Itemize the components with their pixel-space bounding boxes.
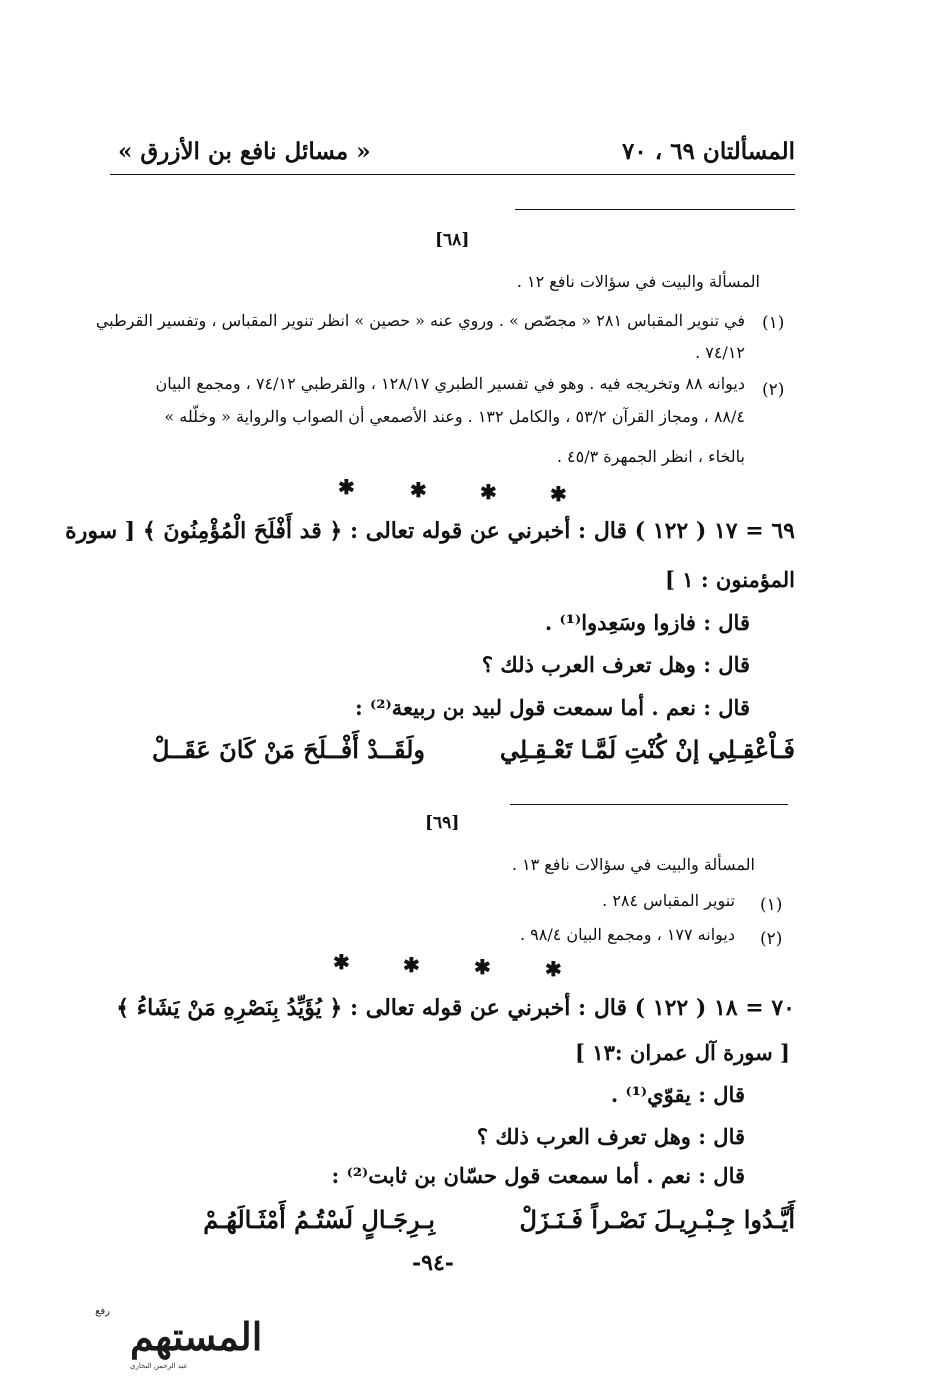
footnote-text: ديوانه ٨٨ وتخريجه فيه . وهو في تفسير الطبري ١٢٨/١٧ ، والقرطبي ٧٤/١٢ ، ومجمع البيان xyxy=(155,374,745,393)
header-left-title: « مسائل نافع بن الأزرق » xyxy=(118,138,371,165)
star-icon: ✱ xyxy=(480,480,497,504)
reply-70: قال : نعم . أما سمعت قول حسّان بن ثابت⁽²⁾ : xyxy=(331,1163,745,1188)
footnote-number: (٢) xyxy=(760,929,783,949)
poem-hemistich-right: ولَقَــدْ أَفْــلَحَ مَنْ كَانَ عَقَــلْ xyxy=(152,735,425,764)
page-number: -٩٤- xyxy=(412,1250,454,1276)
star-icon: ✱ xyxy=(545,957,562,981)
footnote-number: (١) xyxy=(760,895,783,915)
question-70-line1: ٧٠ = ١٨ ( ١٢٢ ) قال : أخبرني عن قوله تعالى : ﴿ يُؤَيِّدُ بِنَصْرِهِ مَنْ يَشَاءُ ﴾ xyxy=(116,995,795,1021)
svg-text:عبد الرحمن البخاري: عبد الرحمن البخاري xyxy=(130,1362,188,1370)
footnote-text: تنوير المقباس ٢٨٤ . xyxy=(602,891,735,910)
poem-hemistich-right: أَيَّـدُوا جِـبْـرِيـلَ نَصْـراً فَـنَـزَلْ xyxy=(519,1205,795,1234)
poem-hemistich-left: فَـاْعْقِـلِي إنْ كُنْتِ لَمَّـا تَعْـقِـلِي xyxy=(499,735,795,764)
footnote-text: ديوانه ١٧٧ ، ومجمع البيان ٩٨/٤ . xyxy=(519,925,735,944)
star-icon: ✱ xyxy=(333,950,350,974)
section-marker-68: [٦٨] xyxy=(435,230,470,250)
footnote-separator xyxy=(510,804,788,805)
star-icon: ✱ xyxy=(474,955,491,979)
question-69-line1: ٦٩ = ١٧ ( ١٢٢ ) قال : أخبرني عن قوله تعالى : ﴿ قد أَفْلَحَ الْمُؤْمِنُونَ ﴾ [ سورة xyxy=(65,518,795,544)
footnote-separator xyxy=(515,209,795,210)
publisher-logo xyxy=(10,1300,263,1375)
question-70-followup: قال : وهل تعرف العرب ذلك ؟ xyxy=(476,1124,745,1149)
section-marker-69: [٦٩] xyxy=(425,813,460,833)
answer-70: قال : يقوّي⁽¹⁾ . xyxy=(610,1082,745,1107)
footnote-number: (٢) xyxy=(762,380,785,400)
header-right-title: المسألتان ٦٩ ، ٧٠ xyxy=(622,138,795,165)
logo-graphic xyxy=(10,1300,263,1375)
svg-text:المستهم: المستهم xyxy=(130,1314,263,1359)
star-icon: ✱ xyxy=(410,478,427,502)
footnote-text: في تنوير المقباس ٢٨١ « مجصّص » . وروي عنه « حصين » انظر تنوير المقباس ، وتفسير القرطبي xyxy=(95,311,745,330)
star-icon: ✱ xyxy=(550,482,567,506)
star-icon: ✱ xyxy=(338,475,355,499)
footnote-number: (١) xyxy=(762,313,785,333)
question-70-line2: [ سورة آل عمران :١٣ ] xyxy=(575,1040,790,1065)
footnote-intro-68: المسألة والبيت في سؤالات نافع ١٢ . xyxy=(516,272,760,291)
footnote-text: ٧٤/١٢ . xyxy=(695,343,745,362)
answer-69: قال : فازوا وسَعِدوا⁽¹⁾ . xyxy=(544,610,750,635)
reply-69: قال : نعم . أما سمعت قول لبيد بن ربيعة⁽²⁾ : xyxy=(354,695,750,720)
poem-hemistich-left: بِـرِجَـالٍ لَسْتُـمُ أَمْثَـالَهُـمْ xyxy=(203,1205,435,1234)
question-69-line2: المؤمنون : ١ ] xyxy=(665,567,795,592)
star-icon: ✱ xyxy=(403,953,420,977)
footnote-text: ٨٨/٤ ، ومجاز القرآن ٥٣/٢ ، والكامل ١٣٢ . وعند الأصمعي أن الصواب والرواية « وخلّله » xyxy=(164,407,745,426)
question-69-followup: قال : وهل تعرف العرب ذلك ؟ xyxy=(481,652,750,677)
svg-text:رفع: رفع xyxy=(95,1306,110,1317)
header-rule xyxy=(110,174,795,175)
footnote-text: بالخاء ، انظر الجمهرة ٤٥/٣ . xyxy=(556,447,745,466)
footnote-intro-69: المسألة والبيت في سؤالات نافع ١٣ . xyxy=(511,855,755,874)
